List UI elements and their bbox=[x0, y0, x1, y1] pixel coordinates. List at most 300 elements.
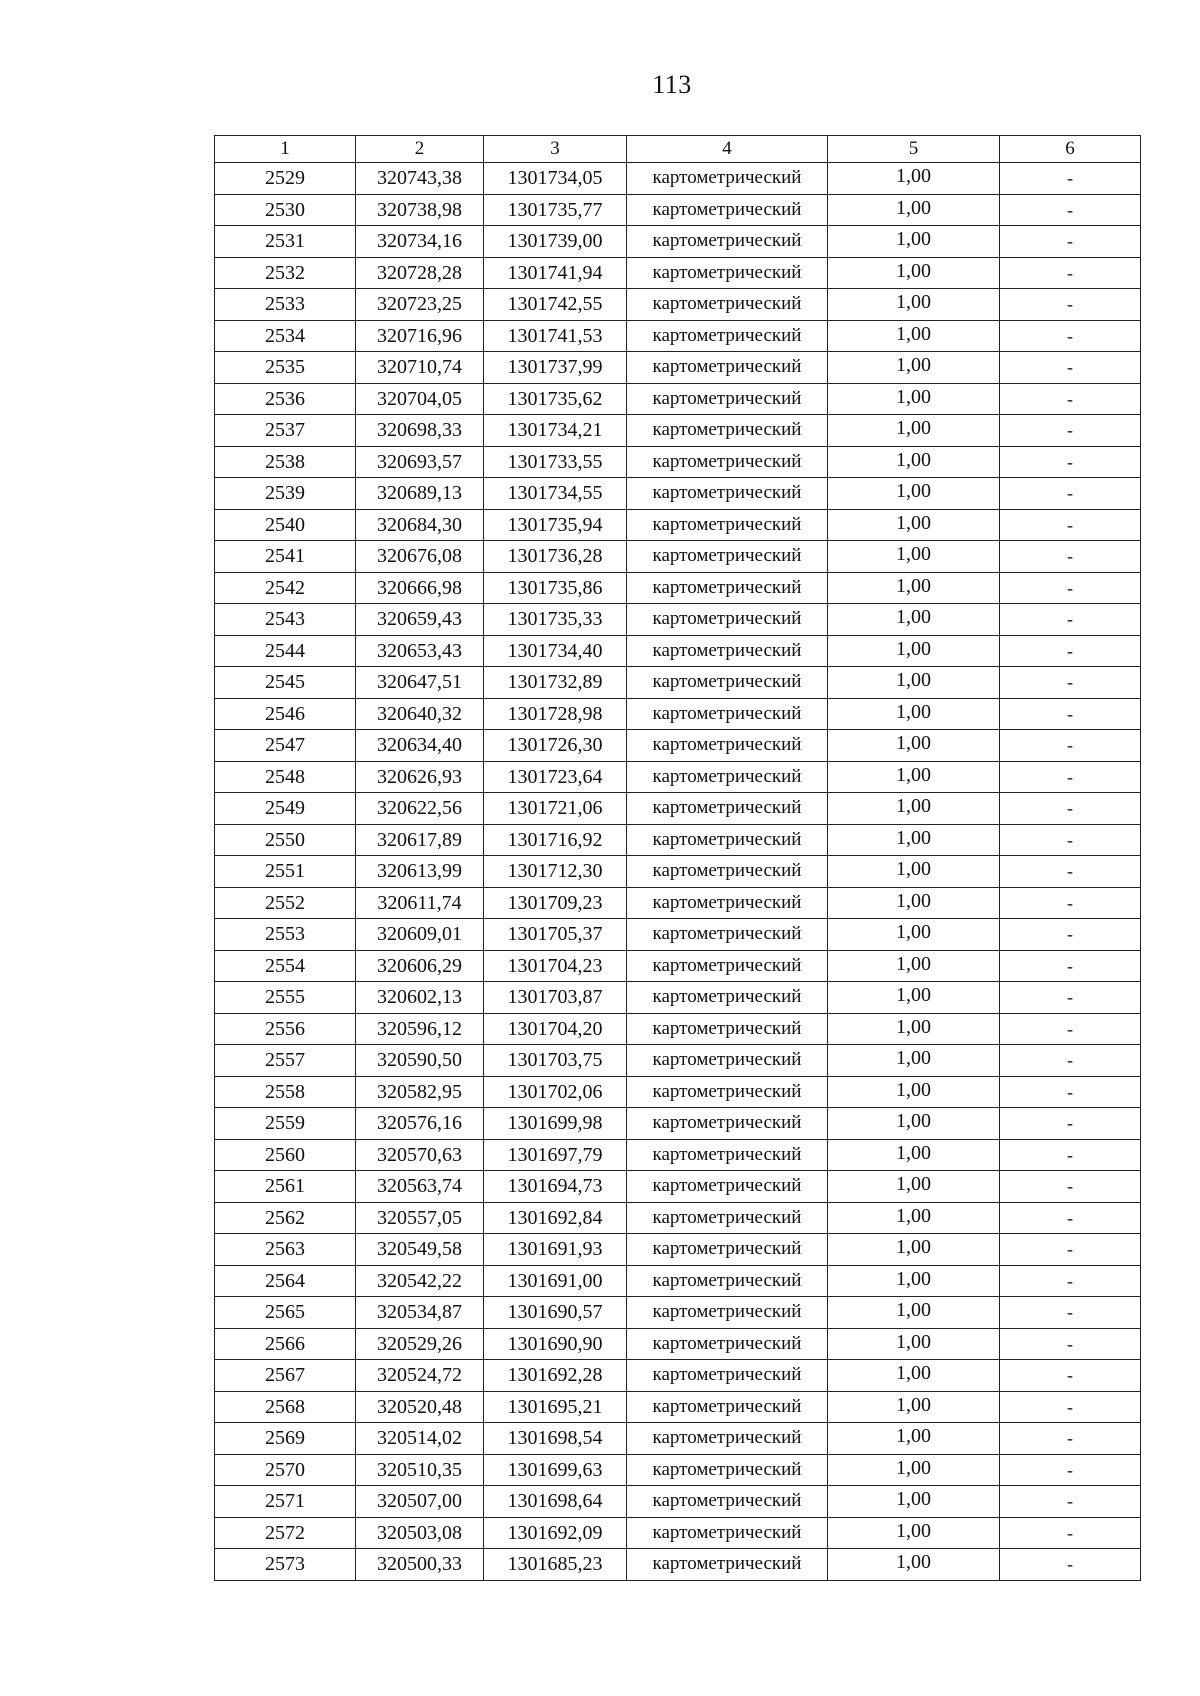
point-number-cell: 2559 bbox=[215, 1108, 356, 1140]
accuracy-cell: 1,00 bbox=[828, 383, 1000, 415]
table-row bbox=[215, 1171, 1141, 1203]
table-row bbox=[215, 1076, 1141, 1108]
y-coordinate-cell: 1301734,21 bbox=[484, 415, 627, 447]
y-coordinate-cell: 1301735,62 bbox=[484, 383, 627, 415]
y-coordinate-cell: 1301734,40 bbox=[484, 635, 627, 667]
accuracy-cell: 1,00 bbox=[828, 1549, 1000, 1581]
accuracy-cell: 1,00 bbox=[828, 572, 1000, 604]
y-coordinate-cell: 1301733,55 bbox=[484, 446, 627, 478]
method-cell: картометрический bbox=[627, 1486, 828, 1518]
method-cell: картометрический bbox=[627, 982, 828, 1014]
point-number-cell: 2545 bbox=[215, 667, 356, 699]
x-coordinate-cell: 320611,74 bbox=[356, 887, 484, 919]
accuracy-cell: 1,00 bbox=[828, 446, 1000, 478]
point-number-cell: 2538 bbox=[215, 446, 356, 478]
x-coordinate-cell: 320693,57 bbox=[356, 446, 484, 478]
point-number-cell: 2551 bbox=[215, 856, 356, 888]
x-coordinate-cell: 320563,74 bbox=[356, 1171, 484, 1203]
accuracy-cell: 1,00 bbox=[828, 1391, 1000, 1423]
table-row bbox=[215, 226, 1141, 258]
x-coordinate-cell: 320570,63 bbox=[356, 1139, 484, 1171]
note-cell: - bbox=[1000, 1108, 1141, 1140]
accuracy-cell: 1,00 bbox=[828, 793, 1000, 825]
accuracy-cell: 1,00 bbox=[828, 1045, 1000, 1077]
note-cell: - bbox=[1000, 1391, 1141, 1423]
accuracy-cell: 1,00 bbox=[828, 478, 1000, 510]
x-coordinate-cell: 320659,43 bbox=[356, 604, 484, 636]
y-coordinate-cell: 1301726,30 bbox=[484, 730, 627, 762]
y-coordinate-cell: 1301705,37 bbox=[484, 919, 627, 951]
note-cell: - bbox=[1000, 163, 1141, 195]
method-cell: картометрический bbox=[627, 352, 828, 384]
x-coordinate-cell: 320503,08 bbox=[356, 1517, 484, 1549]
x-coordinate-cell: 320738,98 bbox=[356, 194, 484, 226]
method-cell: картометрический bbox=[627, 1234, 828, 1266]
table-row bbox=[215, 383, 1141, 415]
y-coordinate-cell: 1301702,06 bbox=[484, 1076, 627, 1108]
accuracy-cell: 1,00 bbox=[828, 635, 1000, 667]
note-cell: - bbox=[1000, 604, 1141, 636]
y-coordinate-cell: 1301692,84 bbox=[484, 1202, 627, 1234]
y-coordinate-cell: 1301699,63 bbox=[484, 1454, 627, 1486]
point-number-cell: 2534 bbox=[215, 320, 356, 352]
note-cell: - bbox=[1000, 1360, 1141, 1392]
point-number-cell: 2530 bbox=[215, 194, 356, 226]
point-number-cell: 2552 bbox=[215, 887, 356, 919]
x-coordinate-cell: 320582,95 bbox=[356, 1076, 484, 1108]
method-cell: картометрический bbox=[627, 1297, 828, 1329]
point-number-cell: 2557 bbox=[215, 1045, 356, 1077]
x-coordinate-cell: 320576,16 bbox=[356, 1108, 484, 1140]
method-cell: картометрический bbox=[627, 698, 828, 730]
table-row bbox=[215, 604, 1141, 636]
y-coordinate-cell: 1301735,33 bbox=[484, 604, 627, 636]
note-cell: - bbox=[1000, 1265, 1141, 1297]
note-cell: - bbox=[1000, 1486, 1141, 1518]
x-coordinate-cell: 320723,25 bbox=[356, 289, 484, 321]
method-cell: картометрический bbox=[627, 415, 828, 447]
x-coordinate-cell: 320626,93 bbox=[356, 761, 484, 793]
y-coordinate-cell: 1301732,89 bbox=[484, 667, 627, 699]
note-cell: - bbox=[1000, 1423, 1141, 1455]
accuracy-cell: 1,00 bbox=[828, 698, 1000, 730]
note-cell: - bbox=[1000, 194, 1141, 226]
point-number-cell: 2546 bbox=[215, 698, 356, 730]
y-coordinate-cell: 1301685,23 bbox=[484, 1549, 627, 1581]
point-number-cell: 2566 bbox=[215, 1328, 356, 1360]
y-coordinate-cell: 1301734,05 bbox=[484, 163, 627, 195]
note-cell: - bbox=[1000, 1517, 1141, 1549]
point-number-cell: 2556 bbox=[215, 1013, 356, 1045]
x-coordinate-cell: 320549,58 bbox=[356, 1234, 484, 1266]
accuracy-cell: 1,00 bbox=[828, 604, 1000, 636]
table-row bbox=[215, 163, 1141, 195]
y-coordinate-cell: 1301703,75 bbox=[484, 1045, 627, 1077]
y-coordinate-cell: 1301704,23 bbox=[484, 950, 627, 982]
accuracy-cell: 1,00 bbox=[828, 163, 1000, 195]
point-number-cell: 2529 bbox=[215, 163, 356, 195]
table-row bbox=[215, 856, 1141, 888]
y-coordinate-cell: 1301712,30 bbox=[484, 856, 627, 888]
table-row bbox=[215, 1423, 1141, 1455]
y-coordinate-cell: 1301742,55 bbox=[484, 289, 627, 321]
x-coordinate-cell: 320617,89 bbox=[356, 824, 484, 856]
accuracy-cell: 1,00 bbox=[828, 320, 1000, 352]
table-row bbox=[215, 194, 1141, 226]
point-number-cell: 2553 bbox=[215, 919, 356, 951]
table-row bbox=[215, 541, 1141, 573]
header-cell-6: 6 bbox=[1000, 136, 1141, 163]
table-row bbox=[215, 320, 1141, 352]
method-cell: картометрический bbox=[627, 1549, 828, 1581]
method-cell: картометрический bbox=[627, 950, 828, 982]
x-coordinate-cell: 320689,13 bbox=[356, 478, 484, 510]
x-coordinate-cell: 320590,50 bbox=[356, 1045, 484, 1077]
x-coordinate-cell: 320602,13 bbox=[356, 982, 484, 1014]
coordinates-table bbox=[214, 135, 1141, 1581]
x-coordinate-cell: 320653,43 bbox=[356, 635, 484, 667]
y-coordinate-cell: 1301741,53 bbox=[484, 320, 627, 352]
x-coordinate-cell: 320606,29 bbox=[356, 950, 484, 982]
point-number-cell: 2565 bbox=[215, 1297, 356, 1329]
accuracy-cell: 1,00 bbox=[828, 950, 1000, 982]
method-cell: картометрический bbox=[627, 572, 828, 604]
table-row bbox=[215, 257, 1141, 289]
y-coordinate-cell: 1301703,87 bbox=[484, 982, 627, 1014]
note-cell: - bbox=[1000, 289, 1141, 321]
y-coordinate-cell: 1301699,98 bbox=[484, 1108, 627, 1140]
table-row bbox=[215, 1108, 1141, 1140]
method-cell: картометрический bbox=[627, 1391, 828, 1423]
y-coordinate-cell: 1301737,99 bbox=[484, 352, 627, 384]
point-number-cell: 2536 bbox=[215, 383, 356, 415]
note-cell: - bbox=[1000, 352, 1141, 384]
note-cell: - bbox=[1000, 1454, 1141, 1486]
point-number-cell: 2531 bbox=[215, 226, 356, 258]
point-number-cell: 2563 bbox=[215, 1234, 356, 1266]
note-cell: - bbox=[1000, 226, 1141, 258]
table-row bbox=[215, 289, 1141, 321]
method-cell: картометрический bbox=[627, 919, 828, 951]
accuracy-cell: 1,00 bbox=[828, 1013, 1000, 1045]
y-coordinate-cell: 1301698,54 bbox=[484, 1423, 627, 1455]
accuracy-cell: 1,00 bbox=[828, 1328, 1000, 1360]
point-number-cell: 2561 bbox=[215, 1171, 356, 1203]
accuracy-cell: 1,00 bbox=[828, 1423, 1000, 1455]
note-cell: - bbox=[1000, 887, 1141, 919]
method-cell: картометрический bbox=[627, 509, 828, 541]
y-coordinate-cell: 1301734,55 bbox=[484, 478, 627, 510]
y-coordinate-cell: 1301695,21 bbox=[484, 1391, 627, 1423]
accuracy-cell: 1,00 bbox=[828, 1139, 1000, 1171]
table-row bbox=[215, 478, 1141, 510]
point-number-cell: 2535 bbox=[215, 352, 356, 384]
x-coordinate-cell: 320698,33 bbox=[356, 415, 484, 447]
y-coordinate-cell: 1301735,94 bbox=[484, 509, 627, 541]
point-number-cell: 2537 bbox=[215, 415, 356, 447]
table-row bbox=[215, 982, 1141, 1014]
method-cell: картометрический bbox=[627, 1454, 828, 1486]
note-cell: - bbox=[1000, 1202, 1141, 1234]
point-number-cell: 2572 bbox=[215, 1517, 356, 1549]
accuracy-cell: 1,00 bbox=[828, 982, 1000, 1014]
x-coordinate-cell: 320596,12 bbox=[356, 1013, 484, 1045]
table-row bbox=[215, 793, 1141, 825]
method-cell: картометрический bbox=[627, 1202, 828, 1234]
method-cell: картометрический bbox=[627, 604, 828, 636]
table-row bbox=[215, 1013, 1141, 1045]
point-number-cell: 2560 bbox=[215, 1139, 356, 1171]
accuracy-cell: 1,00 bbox=[828, 257, 1000, 289]
note-cell: - bbox=[1000, 950, 1141, 982]
accuracy-cell: 1,00 bbox=[828, 1454, 1000, 1486]
accuracy-cell: 1,00 bbox=[828, 1234, 1000, 1266]
x-coordinate-cell: 320542,22 bbox=[356, 1265, 484, 1297]
note-cell: - bbox=[1000, 478, 1141, 510]
x-coordinate-cell: 320676,08 bbox=[356, 541, 484, 573]
note-cell: - bbox=[1000, 982, 1141, 1014]
method-cell: картометрический bbox=[627, 478, 828, 510]
point-number-cell: 2568 bbox=[215, 1391, 356, 1423]
y-coordinate-cell: 1301728,98 bbox=[484, 698, 627, 730]
point-number-cell: 2570 bbox=[215, 1454, 356, 1486]
x-coordinate-cell: 320640,32 bbox=[356, 698, 484, 730]
accuracy-cell: 1,00 bbox=[828, 1076, 1000, 1108]
y-coordinate-cell: 1301690,57 bbox=[484, 1297, 627, 1329]
method-cell: картометрический bbox=[627, 793, 828, 825]
point-number-cell: 2554 bbox=[215, 950, 356, 982]
header-cell-2: 2 bbox=[356, 136, 484, 163]
table-row bbox=[215, 1328, 1141, 1360]
note-cell: - bbox=[1000, 698, 1141, 730]
header-row bbox=[215, 136, 1141, 163]
y-coordinate-cell: 1301735,86 bbox=[484, 572, 627, 604]
y-coordinate-cell: 1301721,06 bbox=[484, 793, 627, 825]
method-cell: картометрический bbox=[627, 257, 828, 289]
method-cell: картометрический bbox=[627, 226, 828, 258]
x-coordinate-cell: 320710,74 bbox=[356, 352, 484, 384]
point-number-cell: 2547 bbox=[215, 730, 356, 762]
method-cell: картометрический bbox=[627, 289, 828, 321]
method-cell: картометрический bbox=[627, 761, 828, 793]
note-cell: - bbox=[1000, 761, 1141, 793]
table-row bbox=[215, 1139, 1141, 1171]
header-cell-3: 3 bbox=[484, 136, 627, 163]
point-number-cell: 2540 bbox=[215, 509, 356, 541]
accuracy-cell: 1,00 bbox=[828, 509, 1000, 541]
table-row bbox=[215, 1454, 1141, 1486]
y-coordinate-cell: 1301697,79 bbox=[484, 1139, 627, 1171]
method-cell: картометрический bbox=[627, 635, 828, 667]
point-number-cell: 2532 bbox=[215, 257, 356, 289]
coordinates-table-container bbox=[214, 135, 1140, 1581]
method-cell: картометрический bbox=[627, 1076, 828, 1108]
y-coordinate-cell: 1301698,64 bbox=[484, 1486, 627, 1518]
y-coordinate-cell: 1301692,28 bbox=[484, 1360, 627, 1392]
accuracy-cell: 1,00 bbox=[828, 289, 1000, 321]
x-coordinate-cell: 320510,35 bbox=[356, 1454, 484, 1486]
point-number-cell: 2548 bbox=[215, 761, 356, 793]
method-cell: картометрический bbox=[627, 1328, 828, 1360]
y-coordinate-cell: 1301691,00 bbox=[484, 1265, 627, 1297]
note-cell: - bbox=[1000, 415, 1141, 447]
accuracy-cell: 1,00 bbox=[828, 226, 1000, 258]
table-row bbox=[215, 1045, 1141, 1077]
accuracy-cell: 1,00 bbox=[828, 1360, 1000, 1392]
point-number-cell: 2539 bbox=[215, 478, 356, 510]
table-row bbox=[215, 761, 1141, 793]
point-number-cell: 2533 bbox=[215, 289, 356, 321]
table-row bbox=[215, 698, 1141, 730]
note-cell: - bbox=[1000, 1139, 1141, 1171]
note-cell: - bbox=[1000, 730, 1141, 762]
method-cell: картометрический bbox=[627, 1108, 828, 1140]
method-cell: картометрический bbox=[627, 824, 828, 856]
y-coordinate-cell: 1301704,20 bbox=[484, 1013, 627, 1045]
method-cell: картометрический bbox=[627, 541, 828, 573]
x-coordinate-cell: 320557,05 bbox=[356, 1202, 484, 1234]
method-cell: картометрический bbox=[627, 887, 828, 919]
accuracy-cell: 1,00 bbox=[828, 1486, 1000, 1518]
point-number-cell: 2558 bbox=[215, 1076, 356, 1108]
table-row bbox=[215, 950, 1141, 982]
x-coordinate-cell: 320529,26 bbox=[356, 1328, 484, 1360]
table-row bbox=[215, 352, 1141, 384]
x-coordinate-cell: 320743,38 bbox=[356, 163, 484, 195]
note-cell: - bbox=[1000, 919, 1141, 951]
accuracy-cell: 1,00 bbox=[828, 194, 1000, 226]
table-row bbox=[215, 572, 1141, 604]
accuracy-cell: 1,00 bbox=[828, 1517, 1000, 1549]
x-coordinate-cell: 320684,30 bbox=[356, 509, 484, 541]
table-row bbox=[215, 824, 1141, 856]
method-cell: картометрический bbox=[627, 1171, 828, 1203]
point-number-cell: 2544 bbox=[215, 635, 356, 667]
point-number-cell: 2549 bbox=[215, 793, 356, 825]
method-cell: картометрический bbox=[627, 320, 828, 352]
x-coordinate-cell: 320507,00 bbox=[356, 1486, 484, 1518]
y-coordinate-cell: 1301739,00 bbox=[484, 226, 627, 258]
note-cell: - bbox=[1000, 1549, 1141, 1581]
accuracy-cell: 1,00 bbox=[828, 1265, 1000, 1297]
note-cell: - bbox=[1000, 824, 1141, 856]
method-cell: картометрический bbox=[627, 1265, 828, 1297]
y-coordinate-cell: 1301723,64 bbox=[484, 761, 627, 793]
x-coordinate-cell: 320520,48 bbox=[356, 1391, 484, 1423]
accuracy-cell: 1,00 bbox=[828, 761, 1000, 793]
table-row bbox=[215, 667, 1141, 699]
x-coordinate-cell: 320728,28 bbox=[356, 257, 484, 289]
x-coordinate-cell: 320609,01 bbox=[356, 919, 484, 951]
method-cell: картометрический bbox=[627, 730, 828, 762]
accuracy-cell: 1,00 bbox=[828, 856, 1000, 888]
accuracy-cell: 1,00 bbox=[828, 1108, 1000, 1140]
y-coordinate-cell: 1301735,77 bbox=[484, 194, 627, 226]
method-cell: картометрический bbox=[627, 1045, 828, 1077]
note-cell: - bbox=[1000, 383, 1141, 415]
point-number-cell: 2543 bbox=[215, 604, 356, 636]
accuracy-cell: 1,00 bbox=[828, 887, 1000, 919]
x-coordinate-cell: 320534,87 bbox=[356, 1297, 484, 1329]
table-row bbox=[215, 730, 1141, 762]
method-cell: картометрический bbox=[627, 1013, 828, 1045]
x-coordinate-cell: 320716,96 bbox=[356, 320, 484, 352]
table-row bbox=[215, 1202, 1141, 1234]
y-coordinate-cell: 1301692,09 bbox=[484, 1517, 627, 1549]
x-coordinate-cell: 320613,99 bbox=[356, 856, 484, 888]
table-row bbox=[215, 446, 1141, 478]
x-coordinate-cell: 320524,72 bbox=[356, 1360, 484, 1392]
accuracy-cell: 1,00 bbox=[828, 352, 1000, 384]
note-cell: - bbox=[1000, 446, 1141, 478]
x-coordinate-cell: 320514,02 bbox=[356, 1423, 484, 1455]
point-number-cell: 2541 bbox=[215, 541, 356, 573]
x-coordinate-cell: 320622,56 bbox=[356, 793, 484, 825]
point-number-cell: 2550 bbox=[215, 824, 356, 856]
table-row bbox=[215, 1360, 1141, 1392]
y-coordinate-cell: 1301709,23 bbox=[484, 887, 627, 919]
note-cell: - bbox=[1000, 1076, 1141, 1108]
note-cell: - bbox=[1000, 635, 1141, 667]
note-cell: - bbox=[1000, 320, 1141, 352]
table-row bbox=[215, 1486, 1141, 1518]
point-number-cell: 2573 bbox=[215, 1549, 356, 1581]
table-row bbox=[215, 509, 1141, 541]
header-cell-1: 1 bbox=[215, 136, 356, 163]
point-number-cell: 2571 bbox=[215, 1486, 356, 1518]
x-coordinate-cell: 320634,40 bbox=[356, 730, 484, 762]
table-row bbox=[215, 1517, 1141, 1549]
method-cell: картометрический bbox=[627, 194, 828, 226]
note-cell: - bbox=[1000, 1297, 1141, 1329]
table-row bbox=[215, 887, 1141, 919]
method-cell: картометрический bbox=[627, 1517, 828, 1549]
x-coordinate-cell: 320734,16 bbox=[356, 226, 484, 258]
point-number-cell: 2569 bbox=[215, 1423, 356, 1455]
method-cell: картометрический bbox=[627, 1423, 828, 1455]
note-cell: - bbox=[1000, 541, 1141, 573]
page-number: 113 bbox=[652, 70, 692, 99]
method-cell: картометрический bbox=[627, 446, 828, 478]
point-number-cell: 2562 bbox=[215, 1202, 356, 1234]
method-cell: картометрический bbox=[627, 163, 828, 195]
note-cell: - bbox=[1000, 856, 1141, 888]
table-row bbox=[215, 1391, 1141, 1423]
accuracy-cell: 1,00 bbox=[828, 1202, 1000, 1234]
note-cell: - bbox=[1000, 667, 1141, 699]
accuracy-cell: 1,00 bbox=[828, 1171, 1000, 1203]
point-number-cell: 2567 bbox=[215, 1360, 356, 1392]
note-cell: - bbox=[1000, 1328, 1141, 1360]
header-cell-4: 4 bbox=[627, 136, 828, 163]
note-cell: - bbox=[1000, 793, 1141, 825]
header-cell-5: 5 bbox=[828, 136, 1000, 163]
method-cell: картометрический bbox=[627, 667, 828, 699]
method-cell: картометрический bbox=[627, 856, 828, 888]
accuracy-cell: 1,00 bbox=[828, 919, 1000, 951]
table-row bbox=[215, 1265, 1141, 1297]
note-cell: - bbox=[1000, 1234, 1141, 1266]
table-row bbox=[215, 1549, 1141, 1581]
accuracy-cell: 1,00 bbox=[828, 730, 1000, 762]
method-cell: картометрический bbox=[627, 383, 828, 415]
y-coordinate-cell: 1301716,92 bbox=[484, 824, 627, 856]
note-cell: - bbox=[1000, 257, 1141, 289]
table-row bbox=[215, 1297, 1141, 1329]
note-cell: - bbox=[1000, 572, 1141, 604]
accuracy-cell: 1,00 bbox=[828, 541, 1000, 573]
method-cell: картометрический bbox=[627, 1139, 828, 1171]
